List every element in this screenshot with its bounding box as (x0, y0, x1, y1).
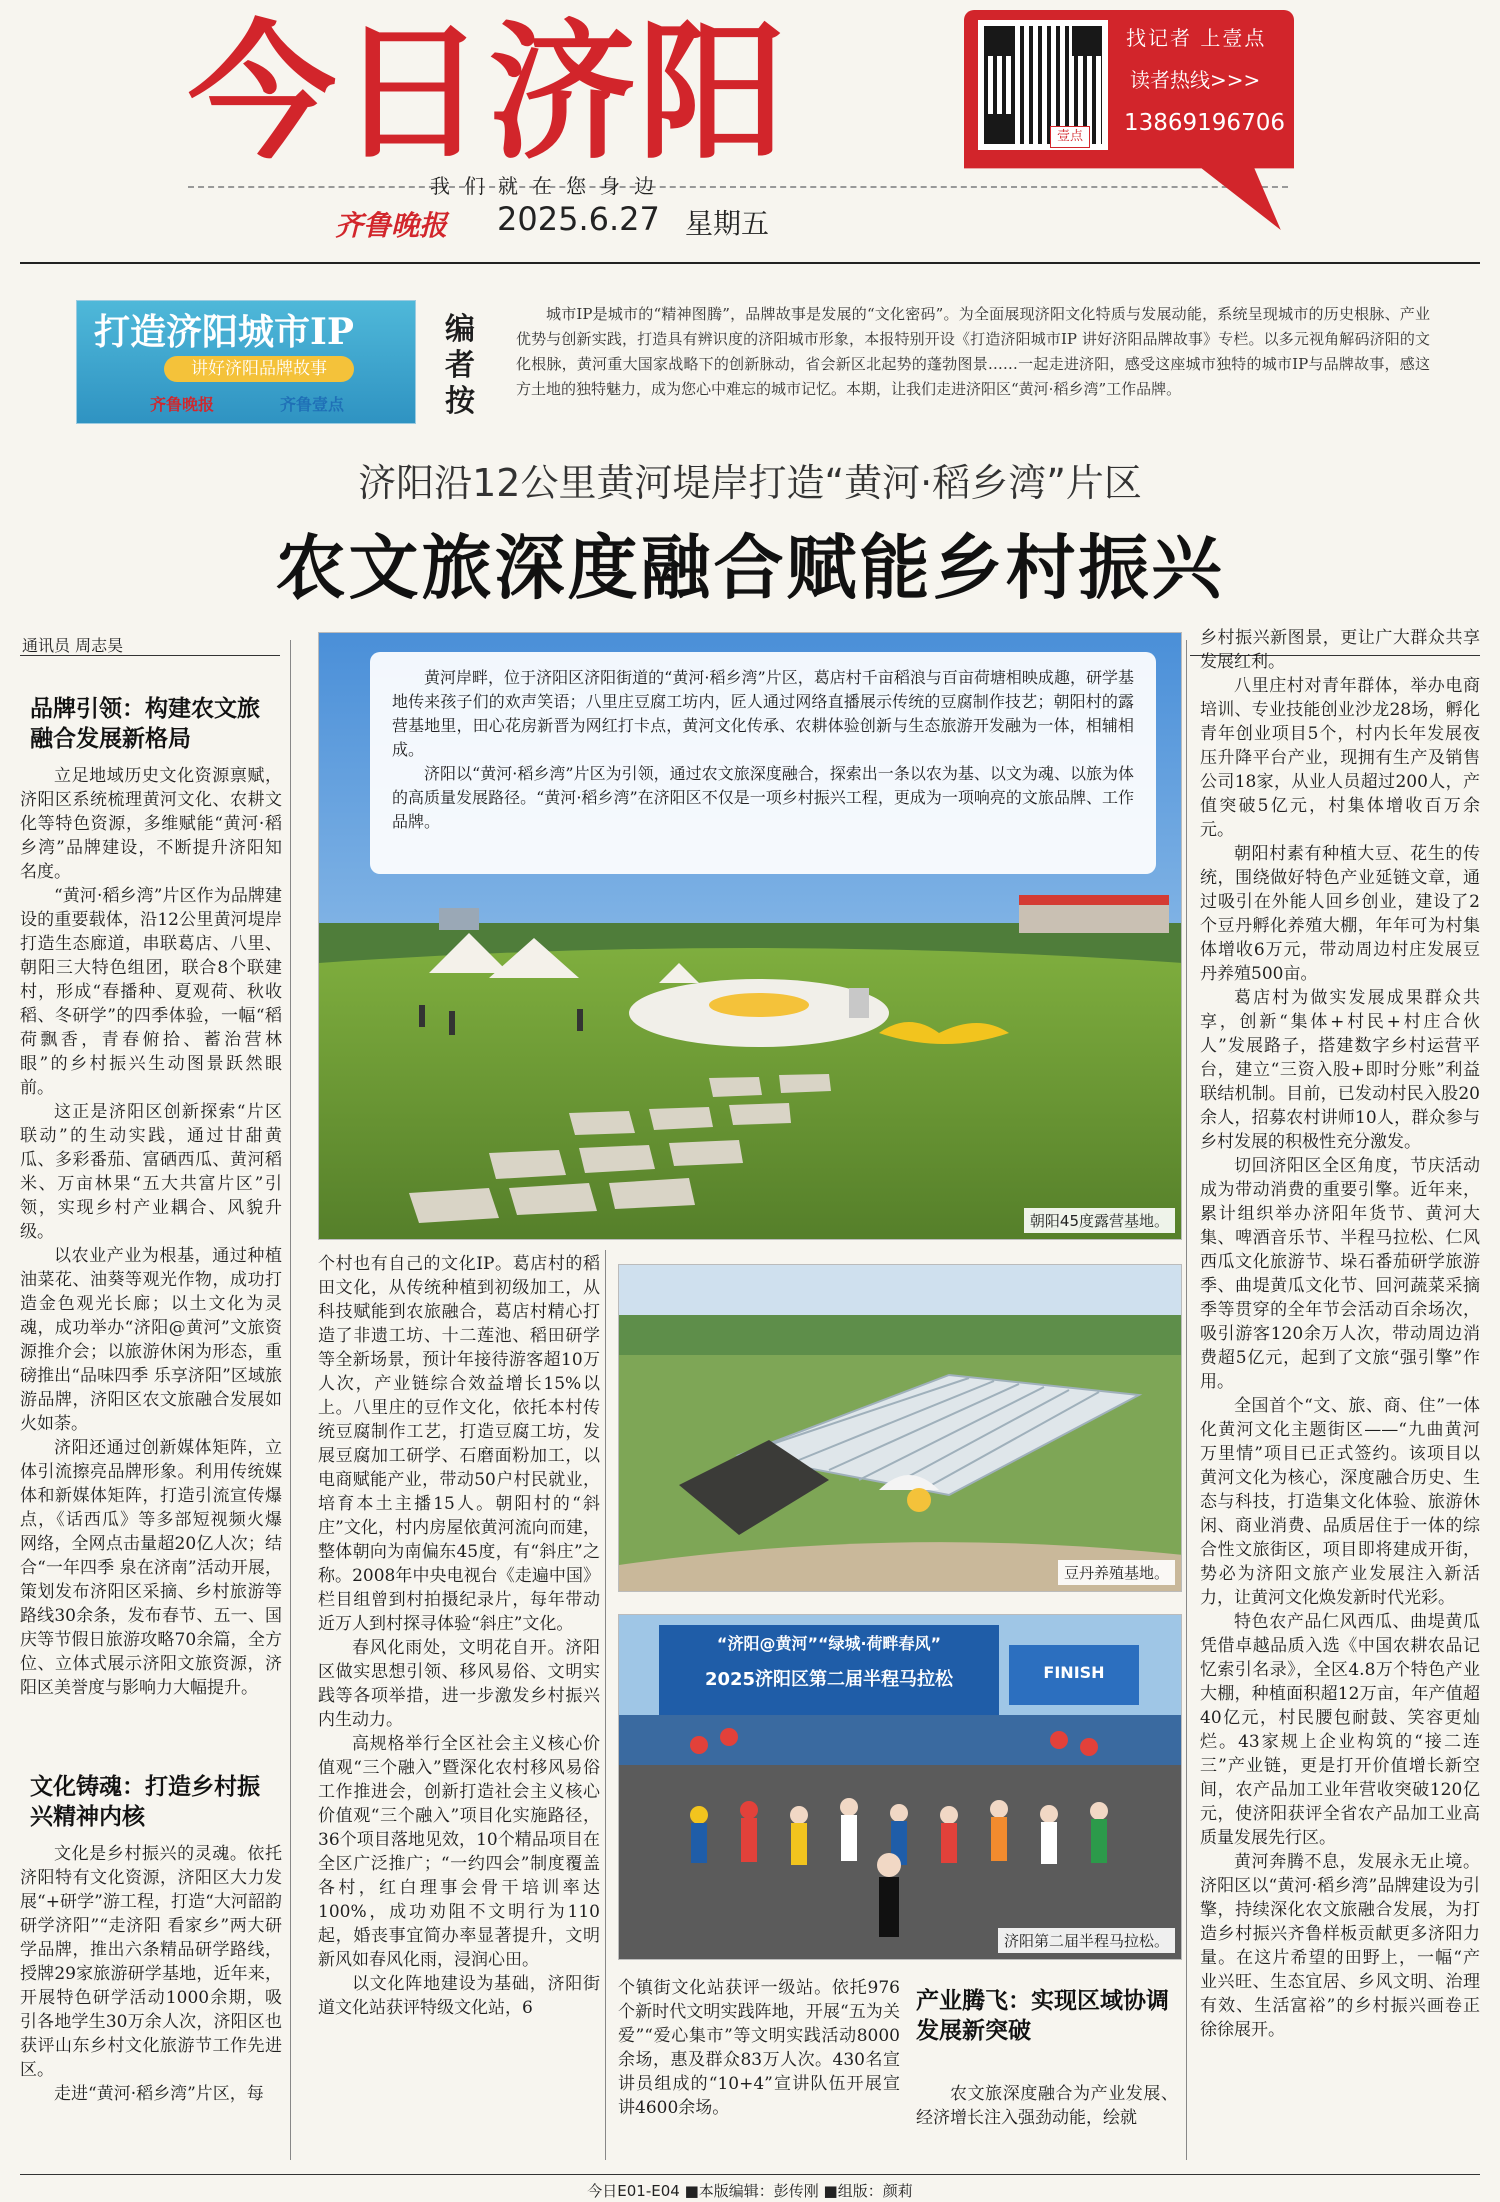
column-divider (1186, 640, 1187, 2160)
lead-box (370, 652, 1156, 874)
masthead-dashed-rule (188, 186, 1288, 188)
banner-logo-left: 齐鲁晚报 (150, 395, 215, 414)
photo-caption-marathon: 济阳第二届半程马拉松。 (998, 1928, 1175, 1953)
reporter-byline: 通讯员 周志昊 (22, 636, 124, 655)
column-banner-title: 打造济阳城市IP (94, 311, 354, 353)
paragraph: “黄河·稻乡湾”片区作为品牌建设的重要载体，沿12公里黄河堤岸打造生态廊道，串联葛店、八里、朝阳三大特色组团，联合8个联建村，形成“春播种、夏观荷、秋收稻、冬研学”的四季体验，一幅“稻荷飘香，青春俯拾、蓄治营林眼”的乡村振兴生动图景跃然眼前。 (20, 886, 282, 1098)
issue-date: 2025.6.27 (497, 200, 660, 238)
paragraph: 立足地域历史文化资源禀赋，济阳区系统梳理黄河文化、农耕文化等特色资源，多维赋能“黄河·稻乡湾”品牌建设，不断提升济阳知名度。 (20, 766, 282, 882)
lead-paragraph: 黄河岸畔，位于济阳区济阳街道的“黄河·稻乡湾”片区，葛店村千亩稻浪与百亩荷塘相映成趣，研学基地传来孩子们的欢声笑语；八里庄豆腐工坊内，匠人通过网络直播展示传统的豆腐制作技艺；朝阳村的露营基地里，田心花房新晋为网红打卡点，黄河文化传承、农耕体验创新与生态旅游开发融为一体，相辅相成。 (392, 668, 1134, 759)
section-heading-industry: 产业腾飞：实现区域协调发展新突破 (916, 1987, 1169, 2044)
photo-greenhouse (618, 1264, 1182, 1592)
marathon-banner-line2: 2025济阳区第二届半程马拉松 (704, 1669, 954, 1690)
paragraph: 切回济阳区全区角度，节庆活动成为带动消费的重要引擎。近年来，累计组织举办济阳年货节、黄河大集、啤酒音乐节、半程马拉松、仁风西瓜文化旅游节、垛石番茄研学旅游季、曲堤黄瓜文化节、回河蔬菜采摘季等贯穿的全年节会活动百余场次，吸引游客120余万人次，带动周边消费超5亿元，起到了文旅“强引擎”作用。 (1200, 1156, 1480, 1392)
footer-rule (20, 2174, 1480, 2175)
editor-note-text: 城市IP是城市的“精神图腾”，品牌故事是发展的“文化密码”。为全面展现济阳文化特质与发展动能，系统呈现城市的历史根脉、产业优势与创新实践，打造具有辨识度的济阳城市形象，本报特别开设《打造济阳城市IP 讲好济阳品牌故事》专栏。以多元视角解码济阳的文化根脉，黄河重大国家战略下的创新脉动，省会新区北起势的蓬勃图景……一起走进济阳，感受这座城市独特的城市IP与品牌故事，感这方土地的独特魅力，成为您心中难忘的城市记忆。本期，让我们走进济阳区“黄河·稻乡湾”工作品牌。 (516, 305, 1430, 398)
hotline-reporter: 找记者 上壹点 (1126, 26, 1267, 50)
column-banner-subtitle: 讲好济阳品牌故事 (164, 356, 354, 382)
paragraph: 朝阳村素有种植大豆、花生的传统，围绕做好特色产业延链文章，通过吸引在外能人回乡创业，建设了2个豆丹孵化养殖大棚，年年可为村集体增收6万元，带动周边村庄发展豆丹养殖500亩。 (1200, 844, 1480, 984)
paragraph: 以农业产业为根基，通过种植油菜花、油葵等观光作物，成功打造金色观光长廊；以土文化为灵魂，成功举办“济阳@黄河”文旅资源推介会；以旅游休闲为形态，重磅推出“品味四季 乐享济阳”区域旅游品牌，济阳区农文旅融合发展如火如荼。 (20, 1246, 282, 1434)
paragraph: 农文旅深度融合为产业发展、经济增长注入强劲动能，绘就 (916, 2084, 1178, 2128)
paragraph: 葛店村为做实发展成果群众共享，创新“集体+村民+村庄合伙人”发展路子，搭建数字乡村运营平台，建立“三资入股+即时分账”利益联结机制。目前，已发动村民入股20余人，招募农村讲师10人，群众参与乡村发展的积极性充分激发。 (1200, 988, 1480, 1152)
paragraph: 走进“黄河·稻乡湾”片区，每 (54, 2084, 264, 2104)
greenhouse-photo-illustration (619, 1265, 1182, 1592)
finish-arch-label: FINISH (1043, 1663, 1105, 1682)
section-heading-culture: 文化铸魂：打造乡村振兴精神内核 (30, 1773, 260, 1830)
lead-paragraph: 济阳以“黄河·稻乡湾”片区为引领，通过农文旅深度融合，探索出一条以农为基、以文为魂、以旅为体的高质量发展路径。“黄河·稻乡湾”在济阳区不仅是一项乡村振兴工程，更成为一项响亮的文旅品牌、工作品牌。 (392, 764, 1134, 831)
qr-label: 壹点 (1050, 126, 1090, 148)
marathon-banner-line1: “济阳@黄河”“绿城·荷畔春风” (716, 1634, 942, 1653)
paragraph: 以文化阵地建设为基础，济阳街道文化站获评特级文化站，6 (318, 1974, 600, 2018)
paragraph: 八里庄村对青年群体，举办电商培训、专业技能创业沙龙28场，孵化青年创业项目5个，村内长年发展夜压升降平台产业，现拥有生产及销售公司18家，从业人员超过200人，产值突破5亿元，村集体增收百万余元。 (1200, 676, 1480, 840)
article-headline: 农文旅深度融合赋能乡村振兴 (275, 526, 1225, 609)
column-divider (605, 1250, 606, 2160)
masthead-title: 今日济阳 (188, 8, 788, 178)
hotline-label: 读者热线>>> (1130, 68, 1261, 92)
masthead-slogan: 我们就在您身边 (430, 174, 668, 198)
paragraph: 黄河奔腾不息，发展永无止境。济阳区以“黄河·稻乡湾”品牌建设为引擎，持续深化农文旅融合发展，为打造乡村振兴齐鲁样板贡献更多济阳力量。在这片希望的田野上，一幅“产业兴旺、生态宜居、乡风文明、治理有效、生活富裕”的乡村振兴画卷正徐徐展开。 (1200, 1852, 1480, 2040)
column-divider (290, 640, 291, 2160)
column-3-body-a (618, 1976, 900, 2120)
column-1-body-b (20, 1842, 282, 2106)
editor-note-tag: 编者按 (445, 312, 475, 419)
page-footer: 今日E01-E04 ■本版编辑：彭传刚 ■组版：颜莉 (587, 2182, 913, 2200)
column-1-body-a (20, 764, 282, 1700)
masthead-rule (20, 262, 1480, 264)
paragraph: 文化是乡村振兴的灵魂。依托济阳特有文化资源，济阳区大力发展“+研学”游工程，打造“大河韶韵 研学济阳”“走济阳 看家乡”两大研学品牌，推出六条精品研学路线，授牌29家旅游研学基地，近年来，开展特色研学活动1000余期，吸引各地学生30万余人次，济阳区也获评山东乡村文化旅游节工作先进区。 (20, 1844, 282, 2080)
newspaper-logo: 齐鲁晚报 (335, 209, 448, 242)
column-4-body (1200, 626, 1480, 2042)
paragraph: 个镇街文化站获评一级站。依托976个新时代文明实践阵地，开展“五为关爱”“爱心集市”等文明实践活动8000余场，惠及群众83万人次。430名宣讲员组成的“10+4”宣讲队伍开展宣讲4600余场。 (618, 1978, 900, 2118)
photo-caption-camp: 朝阳45度露营基地。 (1024, 1208, 1175, 1233)
column-rule (20, 655, 280, 656)
paragraph: 个村也有自己的文化IP。葛店村的稻田文化，从传统种植到初级加工，从科技赋能到农旅融合，葛店村精心打造了非遗工坊、十二莲池、稻田研学等全新场景，预计年接待游客超10万人次，产业链综合效益增长15%以上。八里庄的豆作文化，依托本村传统豆腐制作工艺，打造豆腐工坊，发展豆腐加工研学、石磨面粉加工，以电商赋能产业，带动50户村民就业，培育本土主播15人。朝阳村的“斜庄”文化，村内房屋依黄河流向而建，整体朝向为南偏东45度，有“斜庄”之称。2008年中央电视台《走遍中国》栏目组曾到村拍摄纪录片，每年带动近万人到村探寻体验“斜庄”文化。 (318, 1254, 600, 1634)
paragraph: 全国首个“文、旅、商、住”一体化黄河文化主题街区——“九曲黄河万里情”项目已正式签约。该项目以黄河文化为核心，深度融合历史、生态与科技，打造集文化体验、旅游休闲、商业消费、品质居住于一体的综合性文旅街区，项目即将建成开街，势必为济阳文旅产业发展注入新活力，让黄河文化焕发新时代光彩。 (1200, 1396, 1480, 1608)
paragraph: 高规格举行全区社会主义核心价值观“三个融入”暨深化农村移风易俗工作推进会，创新打造社会主义核心价值观“三个融入”项目化实施路径，36个项目落地见效，10个精品项目在全区广泛推广；“一约四会”制度覆盖各村，红白理事会骨干培训率达100%，成功劝阻不文明行为110起，婚丧事宜简办率显著提升，文明新风如春风化雨，浸润心田。 (318, 1734, 600, 1970)
column-2-body (318, 1252, 600, 2020)
paragraph: 济阳还通过创新媒体矩阵，立体引流擦亮品牌形象。利用传统媒体和新媒体矩阵，打造引流宣传爆点，《话西瓜》等多部短视频火爆网络，全网点击量超20亿人次；结合“一年四季 泉在济南”活动开展，策划发布济阳区采摘、乡村旅游等路线30余条，发布春节、五一、国庆等节假日旅游攻略70余篇，全方位、立体式展示济阳文旅资源，济阳区美誉度与影响力大幅提升。 (20, 1438, 282, 1698)
paragraph: 春风化雨处，文明花自开。济阳区做实思想引领、移风易俗、文明实践等各项举措，进一步激发乡村振兴内生动力。 (318, 1638, 600, 1730)
paragraph: 乡村振兴新图景，更让广大群众共享发展红利。 (1200, 628, 1480, 672)
hotline-phone[interactable]: 13869196706 (1124, 110, 1285, 136)
paragraph: 这正是济阳区创新探索“片区联动”的生动实践，通过甘甜黄瓜、多彩番茄、富硒西瓜、黄河稻米、万亩林果“五大共富片区”引领，实现乡村产业耦合、风貌升级。 (20, 1102, 282, 1242)
issue-weekday: 星期五 (685, 207, 770, 240)
banner-logo-right: 齐鲁壹点 (280, 395, 345, 414)
section-heading-brand: 品牌引领：构建农文旅融合发展新格局 (30, 695, 260, 752)
paragraph: 特色农产品仁风西瓜、曲堤黄瓜凭借卓越品质入选《中国农耕农品记忆索引名录》，全区4.8万个特色产业大棚，种植面积超12万亩，年产值超40亿元，村民腰包耐鼓、笑容更灿烂。43家规上企业构筑的“接二连三”产业链，更是打开价值增长新空间，农产品加工业年营收突破120亿元，使济阳获评全省农产品加工业高质量发展先行区。 (1200, 1612, 1480, 1848)
column-3-body-b (916, 2082, 1178, 2130)
photo-caption-greenhouse: 豆丹养殖基地。 (1058, 1560, 1175, 1585)
photo-marathon (618, 1614, 1182, 1960)
article-kicker: 济阳沿12公里黄河堤岸打造“黄河·稻乡湾”片区 (358, 461, 1142, 505)
